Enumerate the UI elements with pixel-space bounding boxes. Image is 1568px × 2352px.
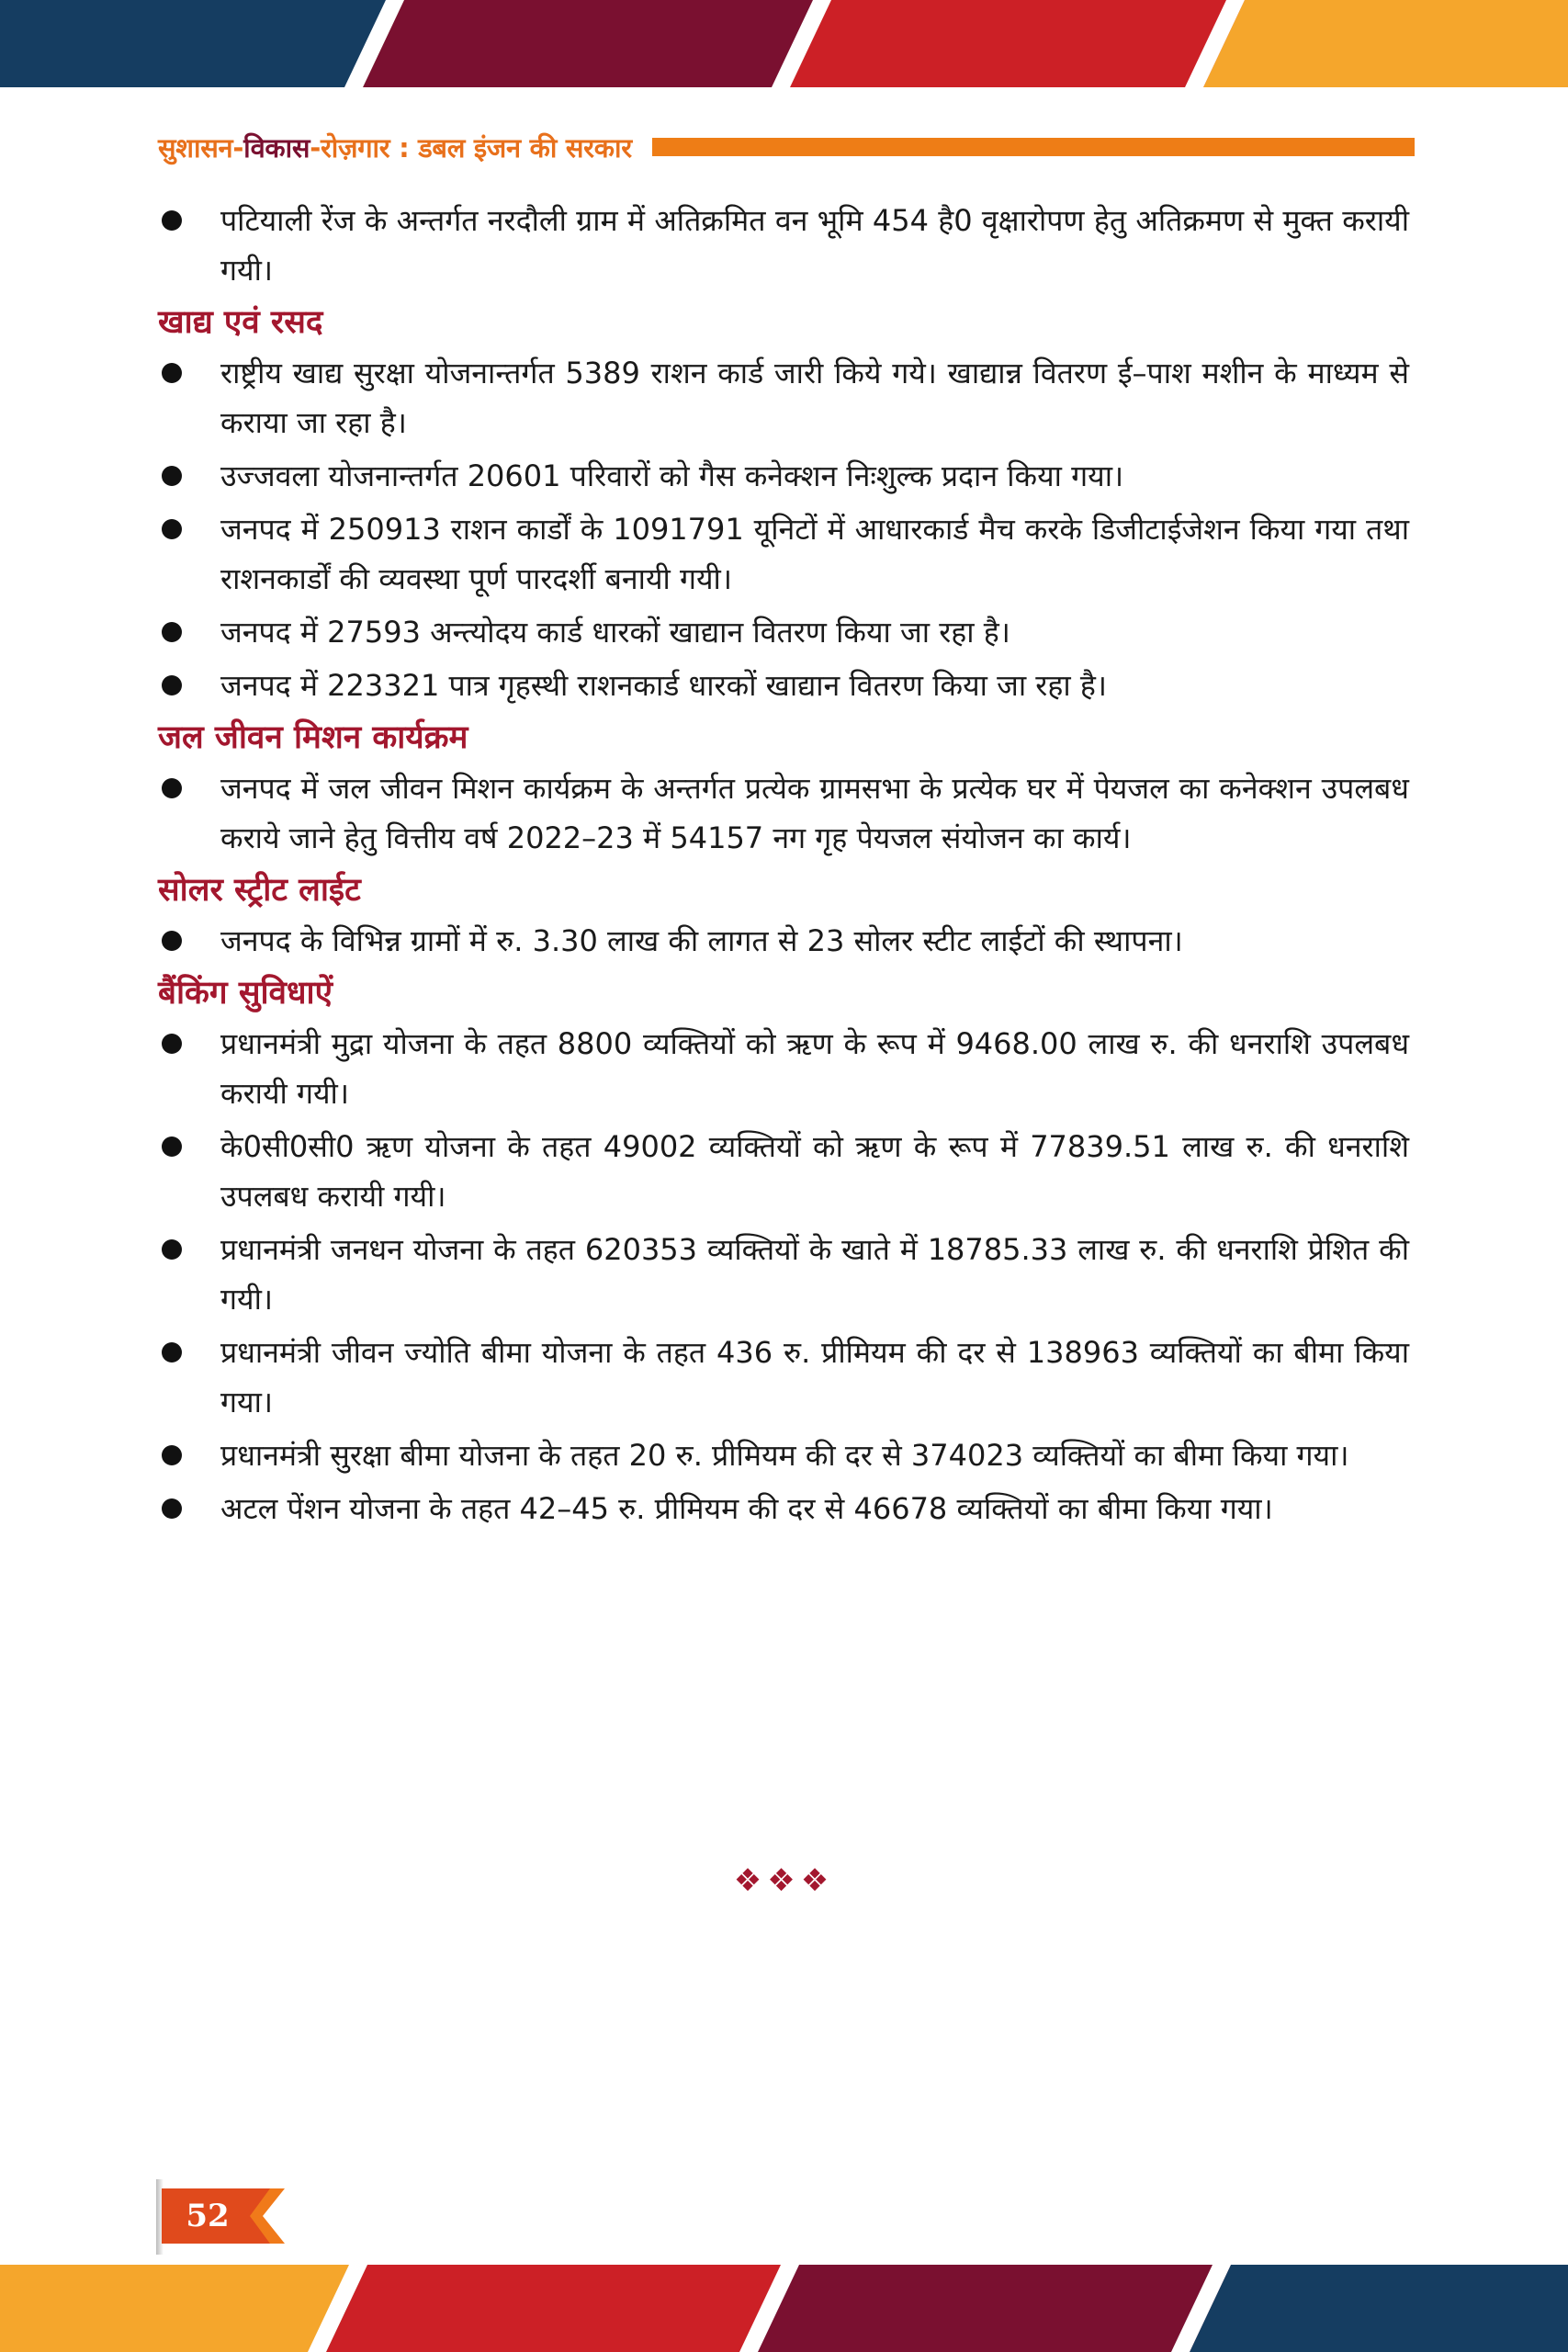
list-item bbox=[158, 1122, 1409, 1221]
bullet-icon bbox=[162, 519, 182, 539]
bullet-icon bbox=[162, 210, 182, 231]
bullet-icon bbox=[162, 778, 182, 798]
bullet-icon bbox=[162, 363, 182, 383]
section-heading: सोलर स्ट्रीट लाईट bbox=[158, 871, 361, 909]
bullet-icon bbox=[162, 622, 182, 642]
list-item-text: राष्ट्रीय खाद्य सुरक्षा योजनान्तर्गत 5389 राशन कार्ड जारी किये गये। खाद्यान्न वितरण ई–पाश मशीन के माध्यम से कराया जा रहा है। bbox=[220, 356, 1409, 440]
list-item-text: के0सी0सी0 ऋण योजना के तहत 49002 व्यक्तियों को ऋण के रूप में 77839.51 लाख रु. की धनराशि उपलबध करायी गयी। bbox=[220, 1129, 1409, 1214]
header-rule bbox=[652, 138, 1415, 156]
top-decorative-band bbox=[0, 0, 1568, 87]
list-item-text: जनपद में 250913 राशन कार्डों के 1091791 यूनिटों में आधारकार्ड मैच करके डिजीटाईजेशन किया गया तथा राशनकार्डों की व्यवस्था पूर्ण पारदर्शी बनायी गयी। bbox=[220, 512, 1409, 596]
list-item bbox=[158, 348, 1409, 447]
section-banking bbox=[158, 969, 1409, 1533]
list-item bbox=[158, 763, 1409, 863]
list-item-text: जनपद में जल जीवन मिशन कार्यक्रम के अन्तर्गत प्रत्येक ग्रामसभा के प्रत्येक घर में पेयजल का कनेक्शन उपलबध कराये जाने हेतु वित्तीय वर्ष 2022–23 में 54157 नग गृह पेयजल संयोजन का कार्य। bbox=[220, 771, 1409, 855]
list-item bbox=[158, 916, 1409, 966]
bullet-icon bbox=[162, 675, 182, 695]
list-item-text: प्रधानमंत्री जीवन ज्योति बीमा योजना के तहत 436 रु. प्रीमियम की दर से 138963 व्यक्तियों का बीमा किया गया। bbox=[220, 1335, 1409, 1419]
list-item bbox=[158, 504, 1409, 604]
list-item-text: प्रधानमंत्री सुरक्षा बीमा योजना के तहत 20 रु. प्रीमियम की दर से 374023 व्यक्तियों का बीमा किया गया। bbox=[220, 1438, 1349, 1473]
section-heading: जल जीवन मिशन कार्यक्रम bbox=[158, 718, 468, 756]
section-forest bbox=[158, 196, 1409, 295]
bullet-icon bbox=[162, 1034, 182, 1054]
main-content bbox=[158, 196, 1409, 1537]
list-item-text: पटियाली रेंज के अन्तर्गत नरदौली ग्राम में अतिक्रमित वन भूमि 454 है0 वृक्षारोपण हेतु अतिक्रमण से मुक्त करायी गयी। bbox=[220, 203, 1409, 288]
list-item-text: अटल पेंशन योजना के तहत 42–45 रु. प्रीमियम की दर से 46678 व्यक्तियों का बीमा किया गया। bbox=[220, 1491, 1273, 1526]
list-item bbox=[158, 1019, 1409, 1118]
list-item-text: जनपद के विभिन्न ग्रामों में रु. 3.30 लाख की लागत से 23 सोलर स्टीट लाईटों की स्थापना। bbox=[220, 923, 1183, 958]
header-title bbox=[158, 130, 632, 165]
bullet-icon bbox=[162, 1445, 182, 1465]
header-title-part-3: -रोज़गार : डबल इंजन की सरकार bbox=[310, 131, 632, 164]
header-title-part-1: सुशासन- bbox=[158, 131, 244, 164]
diamond-ornament-icon: ❖❖❖ bbox=[733, 1862, 835, 1899]
bullet-icon bbox=[162, 466, 182, 486]
section-heading: खाद्य एवं रसद bbox=[158, 303, 323, 341]
list-item bbox=[158, 196, 1409, 295]
section-solar-street-light bbox=[158, 866, 1409, 966]
section-food-supply bbox=[158, 299, 1409, 710]
list-item-text: प्रधानमंत्री मुद्रा योजना के तहत 8800 व्यक्तियों को ऋण के रूप में 9468.00 लाख रु. की धनराशि उपलबध करायी गयी। bbox=[220, 1026, 1409, 1111]
bullet-icon bbox=[162, 1498, 182, 1519]
bottom-decorative-band bbox=[0, 2265, 1568, 2352]
header-title-part-2: विकास bbox=[243, 131, 310, 164]
list-item bbox=[158, 451, 1409, 501]
bullet-icon bbox=[162, 1239, 182, 1260]
list-item bbox=[158, 1484, 1409, 1533]
list-item-text: उज्जवला योजनान्तर्गत 20601 परिवारों को गैस कनेक्शन निःशुल्क प्रदान किया गया। bbox=[220, 458, 1124, 493]
list-item bbox=[158, 607, 1409, 657]
section-heading: बैंकिंग सुविधाऐं bbox=[158, 974, 333, 1012]
page-number: 52 bbox=[186, 2198, 230, 2234]
list-item-text: प्रधानमंत्री जनधन योजना के तहत 620353 व्यक्तियों के खाते में 18785.33 लाख रु. की धनराशि प्रेशित की गयी। bbox=[220, 1232, 1409, 1317]
page-header bbox=[158, 127, 1415, 167]
list-item bbox=[158, 661, 1409, 710]
list-item bbox=[158, 1328, 1409, 1427]
list-item-text: जनपद में 27593 अन्त्योदय कार्ड धारकों खाद्यान वितरण किया जा रहा है। bbox=[220, 615, 1010, 650]
bullet-icon bbox=[162, 1342, 182, 1363]
list-item-text: जनपद में 223321 पात्र गृहस्थी राशनकार्ड धारकों खाद्यान वितरण किया जा रहा है। bbox=[220, 668, 1107, 703]
list-item bbox=[158, 1225, 1409, 1324]
bullet-icon bbox=[162, 931, 182, 951]
section-jal-jeevan-mission bbox=[158, 714, 1409, 863]
bullet-icon bbox=[162, 1136, 182, 1157]
list-item bbox=[158, 1430, 1409, 1480]
